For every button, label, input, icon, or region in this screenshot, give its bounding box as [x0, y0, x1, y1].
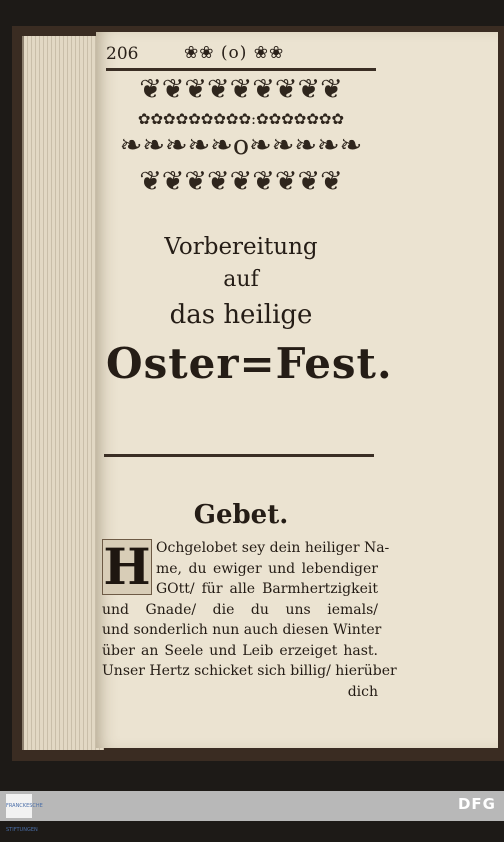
- title-block: [106, 230, 393, 394]
- text-line: me, du ewiger und lebendiger: [156, 560, 378, 577]
- catchword: dich: [347, 683, 378, 700]
- header-ornament: ❀❀ (o) ❀❀: [184, 43, 285, 63]
- prayer-text: [102, 537, 397, 702]
- text-line: und sonderlich nun auch diesen Winter: [102, 622, 382, 638]
- ornament-row: ❦❦❦❦❦❦❦❦❦: [139, 166, 343, 197]
- title-main: Oster=Fest.: [106, 339, 393, 388]
- ornament-row: ❧❧❧❧❧o❧❧❧❧❧: [119, 130, 363, 161]
- page-number: 206: [106, 44, 139, 64]
- title-line: auf: [223, 267, 259, 292]
- text-line: Ochgelobet sey dein heiliger Na-: [156, 540, 390, 556]
- title-line: das heilige: [169, 300, 313, 330]
- decorative-ornament-band: [106, 76, 376, 204]
- section-rule: [104, 454, 374, 457]
- title-line: Vorbereitung: [164, 234, 318, 260]
- ornament-row: ✿✿✿✿✿✿✿✿✿:✿✿✿✿✿✿✿: [137, 110, 345, 128]
- text-line: und Gnade/ die du uns iemals/: [102, 601, 378, 618]
- text-line: über an Seele und Leib erzeiget hast.: [102, 642, 378, 659]
- header-rule: [106, 68, 376, 71]
- drop-cap-initial: H: [103, 537, 151, 596]
- page-stack-edge: [22, 36, 104, 750]
- dfg-logo[interactable]: DFG: [457, 795, 496, 813]
- viewer-footer: [0, 791, 504, 833]
- ornament-row: ❦❦❦❦❦❦❦❦❦: [139, 76, 343, 105]
- text-line: Unser Hertz schicket sich billig/ hierüber: [102, 663, 397, 679]
- page-header: [106, 44, 376, 66]
- prayer-heading: Gebet.: [193, 500, 289, 530]
- text-line: GOtt/ für alle Barmhertzigkeit: [156, 581, 378, 597]
- institution-logo[interactable]: FRANCKESCHE STIFTUNGEN: [6, 794, 32, 818]
